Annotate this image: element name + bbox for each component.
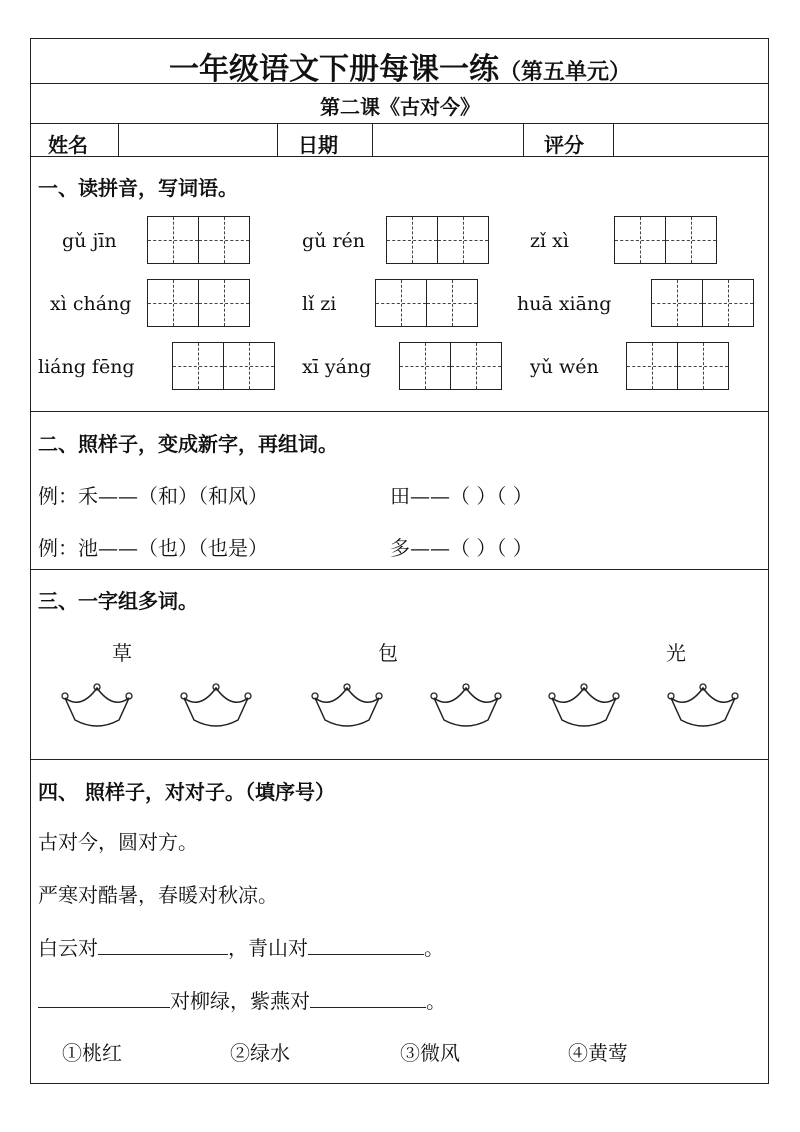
score-label: 评分 — [544, 133, 584, 157]
divider — [523, 123, 524, 156]
pinyin-label: gǔ rén — [302, 230, 366, 252]
rule — [31, 411, 768, 412]
section1-heading: 一、读拼音，写词语。 — [38, 176, 238, 200]
pinyin-label: xì cháng — [50, 293, 132, 315]
writing-grid[interactable] — [399, 342, 502, 390]
lesson-title: 第二课《古对今》 — [320, 95, 480, 119]
page-title: 一年级语文下册每课一练（第五单元） — [168, 52, 631, 87]
option: ③微风 — [400, 1041, 460, 1065]
rule — [31, 759, 768, 760]
writing-grid[interactable] — [386, 216, 489, 264]
crown-blank[interactable] — [180, 682, 252, 732]
answer-blank[interactable] — [308, 936, 424, 955]
answer-line[interactable]: 田——（ ）（ ） — [390, 484, 533, 508]
name-label: 姓名 — [48, 133, 88, 157]
score-field[interactable] — [614, 124, 767, 155]
base-character: 光 — [666, 641, 686, 665]
option: ④黄莺 — [568, 1041, 628, 1065]
pinyin-label: gǔ jīn — [62, 230, 117, 252]
section2-heading: 二、照样子，变成新字，再组词。 — [38, 432, 338, 456]
rule — [31, 156, 768, 157]
pinyin-label: liáng fēng — [38, 356, 135, 378]
pinyin-label: huā xiāng — [517, 293, 612, 315]
rule — [31, 569, 768, 570]
writing-grid[interactable] — [626, 342, 729, 390]
section3-heading: 三、一字组多词。 — [38, 589, 198, 613]
pinyin-label: lǐ zi — [302, 293, 337, 315]
answer-line[interactable]: 多——（ ）（ ） — [390, 536, 533, 560]
base-character: 包 — [378, 641, 398, 665]
fill-line: 对柳绿，紫燕对 。 — [38, 985, 446, 1014]
option: ②绿水 — [230, 1041, 290, 1065]
date-label: 日期 — [298, 133, 338, 157]
pinyin-label: xī yáng — [302, 356, 372, 378]
option: ①桃红 — [62, 1041, 122, 1065]
divider — [277, 123, 278, 156]
writing-grid[interactable] — [614, 216, 717, 264]
crown-blank[interactable] — [311, 682, 383, 732]
crown-blank[interactable] — [548, 682, 620, 732]
writing-grid[interactable] — [147, 216, 250, 264]
answer-blank[interactable] — [310, 989, 426, 1008]
answer-blank[interactable] — [98, 936, 228, 955]
fill-line: 白云对 ，青山对 。 — [38, 936, 444, 960]
crown-blank[interactable] — [667, 682, 739, 732]
name-field[interactable] — [119, 124, 276, 155]
crown-blank[interactable] — [430, 682, 502, 732]
writing-grid[interactable] — [375, 279, 478, 327]
pinyin-label: zǐ xì — [530, 230, 569, 252]
example-line: 例：池——（也）（也是） — [38, 536, 268, 560]
date-field[interactable] — [373, 124, 522, 155]
writing-grid[interactable] — [172, 342, 275, 390]
base-character: 草 — [112, 641, 132, 665]
section4-heading: 四、 照样子，对对子。（填序号） — [38, 780, 335, 804]
pinyin-label: yǔ wén — [530, 356, 599, 378]
crown-blank[interactable] — [61, 682, 133, 732]
couplet-line: 严寒对酷暑，春暖对秋凉。 — [38, 883, 278, 907]
couplet-line: 古对今，圆对方。 — [38, 830, 198, 854]
writing-grid[interactable] — [651, 279, 754, 327]
answer-blank[interactable] — [38, 989, 170, 1008]
example-line: 例：禾——（和）（和风） — [38, 484, 268, 508]
writing-grid[interactable] — [147, 279, 250, 327]
